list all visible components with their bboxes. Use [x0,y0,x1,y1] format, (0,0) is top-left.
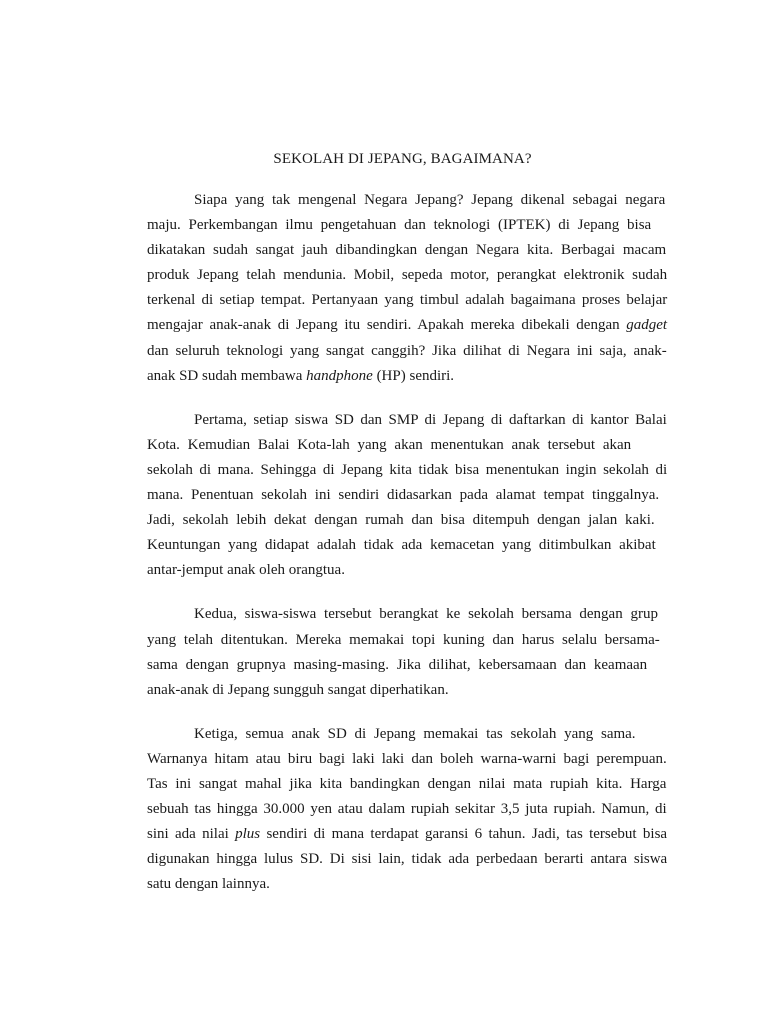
text-line [147,188,667,213]
text-line [147,772,667,797]
text-run: Siapa yang tak mengenal Negara Jepang? Jepang dikenal sebagai negara [194,192,666,208]
document-title: SEKOLAH DI JEPANG, BAGAIMANA? [273,151,532,167]
text-run: terkenal di setiap tempat. Pertanyaan yang timbul adalah bagaimana proses belajar [147,292,668,309]
text-run: Tas ini sangat mahal jika kita bandingkan dengan nilai mata rupiah kita. Harga [147,775,667,792]
text-line [147,433,667,458]
text-run: dan seluruh teknologi yang sangat canggih? Jika dilihat di Negara ini saja, anak- [147,342,667,359]
text-run: Jadi, sekolah lebih dekat dengan rumah dan bisa ditempuh dengan jalan kaki. [147,512,655,529]
text-run: produk Jepang telah mendunia. Mobil, sepeda motor, perangkat elektronik sudah [147,267,668,284]
text-line [147,458,667,483]
text-run: Keuntungan yang didapat adalah tidak ada kemacetan yang ditimbulkan akibat [147,537,656,554]
text-line [147,628,667,653]
text-line [147,408,667,433]
text-run: mengajar anak-anak di Jepang itu sendiri. Apakah mereka dibekali dengan [147,317,627,334]
text-run: satu dengan lainnya. [147,876,270,893]
document-body [147,188,667,916]
text-run: sebuah tas hingga 30.000 yen atau dalam rupiah sekitar 3,5 juta rupiah. Namun, di [147,801,667,818]
text-run: digunakan hingga lulus SD. Di sisi lain, tidak ada perbedaan berarti antara siswa [147,851,668,868]
text-line [147,238,667,263]
text-line [147,872,667,897]
text-run: dikatakan sudah sangat jauh dibandingkan dengan Negara kita. Berbagai macam [147,242,667,259]
text-run: sama dengan grupnya masing-masing. Jika dilihat, kebersamaan dan keamaan [147,656,648,673]
text-line [147,678,667,703]
text-line [147,847,667,872]
text-line [147,263,667,288]
text-run: Kedua, siswa-siswa tersebut berangkat ke sekolah bersama dengan grup [194,606,658,623]
text-line [147,822,667,847]
text-line [147,213,667,238]
text-run: sendiri di mana terdapat garansi 6 tahun. Jadi, tas tersebut bisa [260,826,668,843]
text-line [147,653,667,678]
text-run: (HP) sendiri. [372,367,455,384]
text-line [147,747,667,772]
text-line [147,558,667,583]
text-run: Ketiga, semua anak SD di Jepang memakai tas sekolah yang sama. [194,725,636,742]
italic-term: handphone [306,367,373,384]
text-line [147,602,667,627]
paragraph [147,408,667,584]
text-run: maju. Perkembangan ilmu pengetahuan dan teknologi (IPTEK) di Jepang bisa [147,217,652,234]
text-line [147,313,667,338]
text-run: yang telah ditentukan. Mereka memakai topi kuning dan harus selalu bersama- [147,631,660,648]
text-line [147,797,667,822]
text-line [147,364,667,389]
italic-term: plus [235,826,261,843]
italic-term: gadget [626,317,668,334]
text-line [147,339,667,364]
text-run: Warnanya hitam atau biru bagi laki laki dan boleh warna-warni bagi perempuan. [147,750,667,767]
text-line [147,722,667,747]
text-run: sini ada nilai [147,826,236,843]
text-run: anak-anak di Jepang sungguh sangat diperhatikan. [147,681,449,698]
text-run: sekolah di mana. Sehingga di Jepang kita tidak bisa menentukan ingin sekolah di [147,461,668,478]
text-run: anak SD sudah membawa [147,367,307,384]
paragraph [147,602,667,702]
text-line [147,483,667,508]
text-run: Kota. Kemudian Balai Kota-lah yang akan menentukan anak tersebut akan [147,436,632,453]
text-run: Pertama, setiap siswa SD dan SMP di Jepang di daftarkan di kantor Balai [194,411,667,428]
text-line [147,508,667,533]
text-run: mana. Penentuan sekolah ini sendiri didasarkan pada alamat tempat tinggalnya. [147,487,660,504]
text-line [147,288,667,313]
paragraph [147,188,667,389]
paragraph [147,722,667,898]
text-line [147,533,667,558]
text-run: antar-jemput anak oleh orangtua. [147,562,345,579]
